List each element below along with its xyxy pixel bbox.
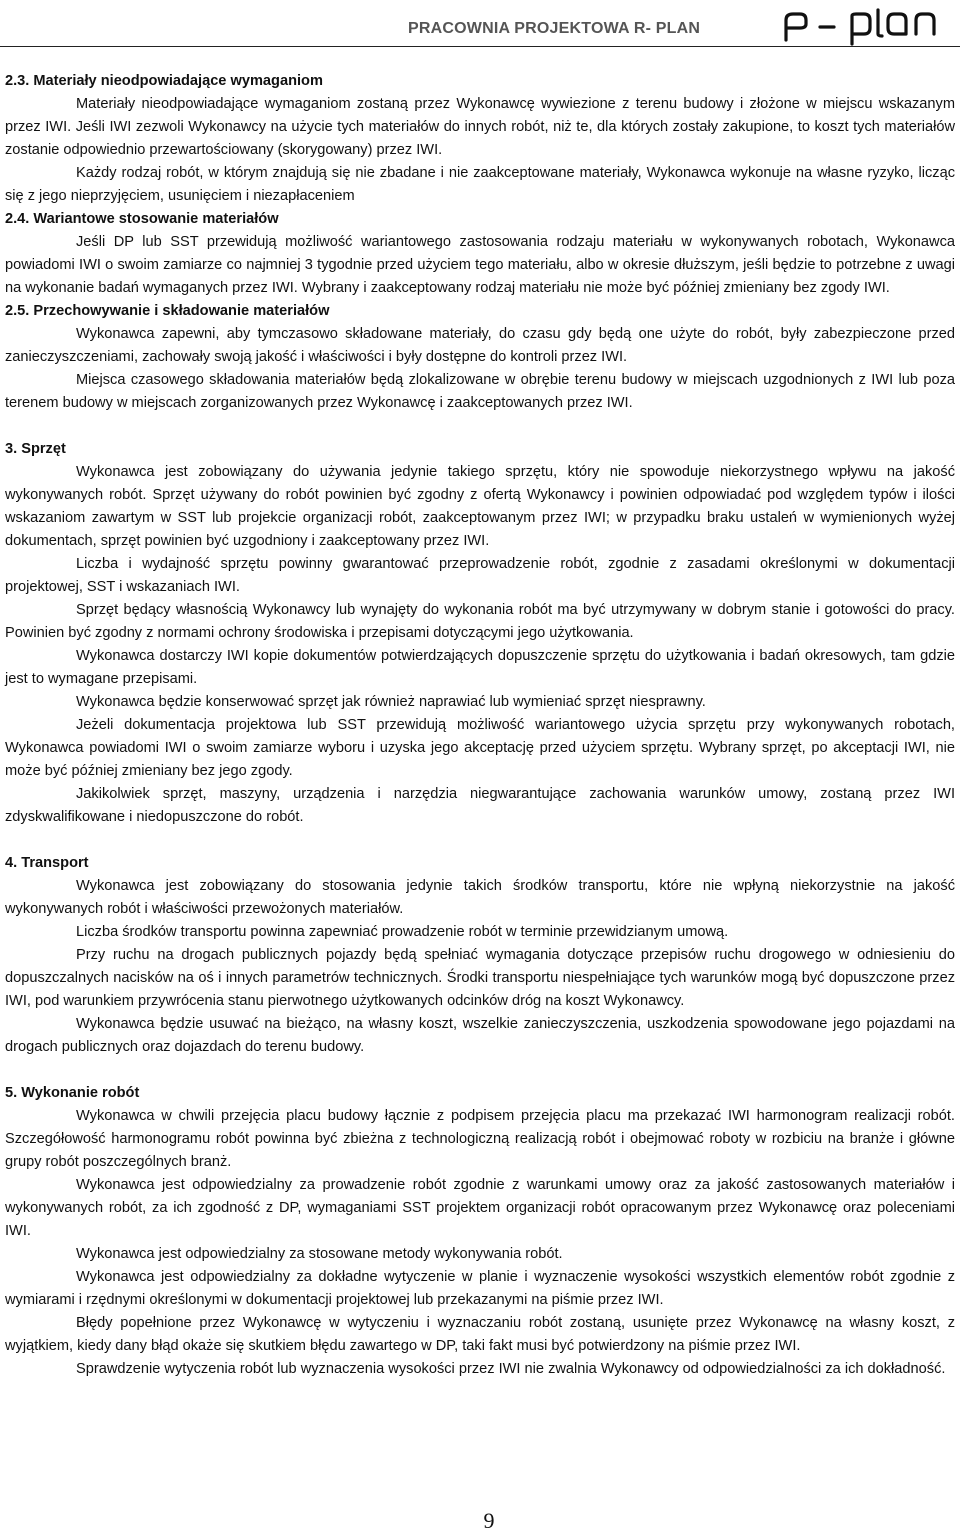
- section-heading: 5. Wykonanie robót: [5, 1085, 140, 1101]
- paragraph: Wykonawca będzie konserwować sprzęt jak również naprawiać lub wymieniać sprzęt niesprawny.: [76, 694, 706, 710]
- paragraph: Wykonawca jest odpowiedzialny za dokładne wytyczenie w planie i wyznaczenie wysokości wszystkich elementów robót zgodnie z wymiarami i rzędnymi określonymi w dokumentacji projektowej lub przekazanymi na piśmie przez IWI.: [5, 1269, 955, 1308]
- paragraph: Przy ruchu na drogach publicznych pojazdy będą spełniać wymagania dotyczące przepisów ruchu drogowego w odniesieniu do dopuszczalnych nacisków na oś i innych parametrów technicznych. Środki transportu niespełniające tych warunków mogą być dopuszczone przez IWI, pod warunkiem przywrócenia stanu pierwotnego użytkowanych odcinków dróg na koszt Wykonawcy.: [5, 947, 955, 1009]
- paragraph: Sprawdzenie wytyczenia robót lub wyznaczenia wysokości przez IWI nie zwalnia Wykonawcy od odpowiedzialności za ich dokładność.: [76, 1361, 946, 1377]
- paragraph: Wykonawca jest zobowiązany do stosowania jedynie takich środków transportu, które nie wpłyną niekorzystnie na jakość wykonywanych robót i właściwości przewożonych materiałów.: [5, 878, 955, 917]
- section-heading: 2.4. Wariantowe stosowanie materiałów: [5, 211, 279, 227]
- paragraph: Wykonawca będzie usuwać na bieżąco, na własny koszt, wszelkie zanieczyszczenia, uszkodzenia spowodowane jego pojazdami na drogach publicznych oraz dojazdach do terenu budowy.: [5, 1016, 955, 1055]
- paragraph: Sprzęt będący własnością Wykonawcy lub wynajęty do wykonania robót ma być utrzymywany w dobrym stanie i gotowości do pracy. Powinien być zgodny z normami ochrony środowiska i przepisami dotyczącymi jego użytkowania.: [5, 602, 955, 641]
- paragraph: Błędy popełnione przez Wykonawcę w wytyczeniu i wyznaczaniu robót zostaną, usunięte przez Wykonawcę na własny koszt, z wyjątkiem, kiedy dany błąd okaże się skutkiem błędu zawartego w DP, taki fakt musi być potwierdzony na piśmie przez IWI.: [5, 1315, 955, 1354]
- paragraph: Jakikolwiek sprzęt, maszyny, urządzenia i narzędzia niegwarantujące zachowania warunków umowy, zostaną przez IWI zdyskwalifikowane i niedopuszczone do robót.: [5, 786, 955, 825]
- paragraph: Miejsca czasowego składowania materiałów będą zlokalizowane w obrębie terenu budowy w miejscach uzgodnionych z IWI lub poza terenem budowy w miejscach zorganizowanych przez Wykonawcę i zaakceptowanych przez IWI.: [5, 372, 955, 411]
- paragraph: Materiały nieodpowiadające wymaganiom zostaną przez Wykonawcę wywiezione z terenu budowy i złożone w miejscu wskazanym przez IWI. Jeśli IWI zezwoli Wykonawcy na użycie tych materiałów do innych robót, niż te, dla których zostały zakupione, to koszt tych materiałów zostanie odpowiednio przewartościowany (skorygowany) przez IWI.: [5, 96, 955, 158]
- paragraph: Wykonawca zapewni, aby tymczasowo składowane materiały, do czasu gdy będą one użyte do robót, były zabezpieczone przed zanieczyszczeniami, zachowały swoją jakość i właściwości i były dostępne do kontroli przez IWI.: [5, 326, 955, 365]
- paragraph: Liczba środków transportu powinna zapewniać prowadzenie robót w terminie przewidzianym umową.: [76, 924, 729, 940]
- paragraph: Jeżeli dokumentacja projektowa lub SST przewidują możliwość wariantowego użycia sprzętu przy wykonywanych robotach, Wykonawca powiadomi IWI o swoim zamiarze wyboru i uzyska jego akceptację przed użyciem sprzętu. Wybrany sprzęt, po akceptacji IWI, nie może być później zmieniany bez jego zgody.: [5, 717, 955, 779]
- r-plan-logo: [780, 6, 948, 46]
- paragraph: Jeśli DP lub SST przewidują możliwość wariantowego zastosowania rodzaju materiału w wykonywanych robotach, Wykonawca powiadomi IWI o swoim zamiarze co najmniej 3 tygodnie przed użyciem tego materiału, albo w okresie dłuższym, jeśli będzie to potrzebne z uwagi na wykonanie badań wymaganych przez IWI. Wybrany i zaakceptowany rodzaj materiału nie może być później zmieniany bez zgody IWI.: [5, 234, 955, 296]
- paragraph: Wykonawca jest odpowiedzialny za prowadzenie robót zgodnie z warunkami umowy oraz za jakość zastosowanych materiałów i wykonywanych robót, za ich zgodność z DP, wymaganiami SST projektem organizacji robót opracowanym przez Wykonawcę oraz poleceniami IWI.: [5, 1177, 955, 1239]
- page-number: 9: [483, 1508, 495, 1533]
- paragraph: Wykonawca dostarczy IWI kopie dokumentów potwierdzających dopuszczenie sprzętu do użytkowania i badań okresowych, tam gdzie jest to wymagane przepisami.: [5, 648, 955, 687]
- section-heading: 3. Sprzęt: [5, 441, 66, 457]
- header-divider: [0, 46, 960, 47]
- page-header: [0, 0, 960, 50]
- paragraph: Każdy rodzaj robót, w którym znajdują się nie zbadane i nie zaakceptowane materiały, Wykonawca wykonuje na własne ryzyko, licząc się z jego nieprzyjęciem, usunięciem i niezapłaceniem: [5, 165, 955, 204]
- paragraph: Wykonawca jest odpowiedzialny za stosowane metody wykonywania robót.: [76, 1246, 563, 1262]
- paragraph: Liczba i wydajność sprzętu powinny gwarantować przeprowadzenie robót, zgodnie z zasadami określonymi w dokumentacji projektowej, SST i wskazaniach IWI.: [5, 556, 955, 595]
- header-title: PRACOWNIA PROJEKTOWA R- PLAN: [408, 20, 701, 37]
- section-heading: 4. Transport: [5, 855, 89, 871]
- paragraph: Wykonawca jest zobowiązany do używania jedynie takiego sprzętu, który nie spowoduje niekorzystnego wpływu na jakość wykonywanych robót. Sprzęt używany do robót powinien być zgodny z ofertą Wykonawcy i powinien odpowiadać pod względem typów i ilości wskazaniom zawartym w SST lub projekcie organizacji robót, zaakceptowanym przez IWI; w przypadku braku ustaleń w wymienionych wyżej dokumentach, sprzęt powinien być uzgodniony i zaakceptowany przez IWI.: [5, 464, 955, 549]
- paragraph: Wykonawca w chwili przejęcia placu budowy łącznie z podpisem przejęcia placu ma przekazać IWI harmonogram realizacji robót. Szczegółowość harmonogramu robót powinna być zbieżna z technologiczną realizacją robót i obejmować roboty w rozbiciu na branże i główne grupy robót poszczególnych branż.: [5, 1108, 955, 1170]
- document-body: [5, 70, 955, 1381]
- section-heading: 2.3. Materiały nieodpowiadające wymaganiom: [5, 73, 323, 89]
- section-heading: 2.5. Przechowywanie i składowanie materiałów: [5, 303, 330, 319]
